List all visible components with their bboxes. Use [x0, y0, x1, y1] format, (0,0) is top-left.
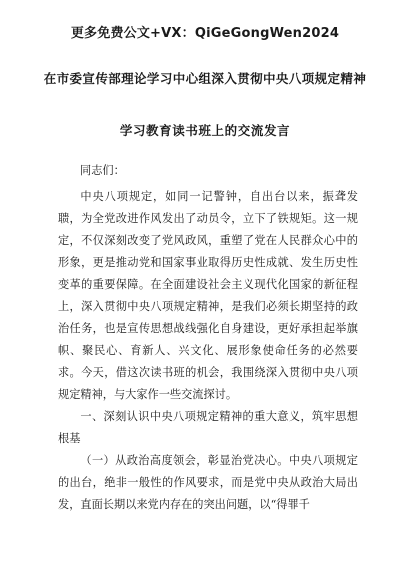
section-heading: 一、深刻认识中央八项规定精神的重大意义，筑牢思想根基 — [58, 410, 358, 445]
document-title-line-2: 学习教育读书班上的交流发言 — [119, 123, 291, 138]
document-title-line-1: 在市委宣传部理论学习中心组深入贯彻中央八项规定精神 — [43, 71, 367, 86]
salutation: 同志们： — [80, 164, 125, 177]
document-body — [58, 160, 358, 516]
watermark-text: 更多免费公文+VX：QiGeGongWen2024 — [70, 26, 340, 41]
subsection-paragraph: （一）从政治高度领会，彰显治党决心。中央八项规定的出台，绝非一般性的作风要求，而是党中央从政治大局出发，直面长期以来党内存在的突出问题，以“得罪千 — [58, 454, 358, 511]
body-paragraph: 中央八项规定，如同一记警钟，自出台以来，振聋发聩，为全党改进作风发出了动员令，立下了铁规矩。这一规定，不仅深刻改变了党风政风，重塑了党在人民群众心中的形象，更是推动党和国家事业取得历史性成就、发生历史性变革的重要保障。在全面建设社会主义现代化国家的新征程上，深入贯彻中央八项规定精神，是我们必须长期坚持的政治任务，也是宣传思想战线强化自身建设，更好承担起举旗帜、聚民心、育新人、兴文化、展形象使命任务的必然要求。今天，借这次读书班的机会，我围绕深入贯彻中央八项规定精神，与大家作一些交流探讨。 — [58, 190, 358, 401]
